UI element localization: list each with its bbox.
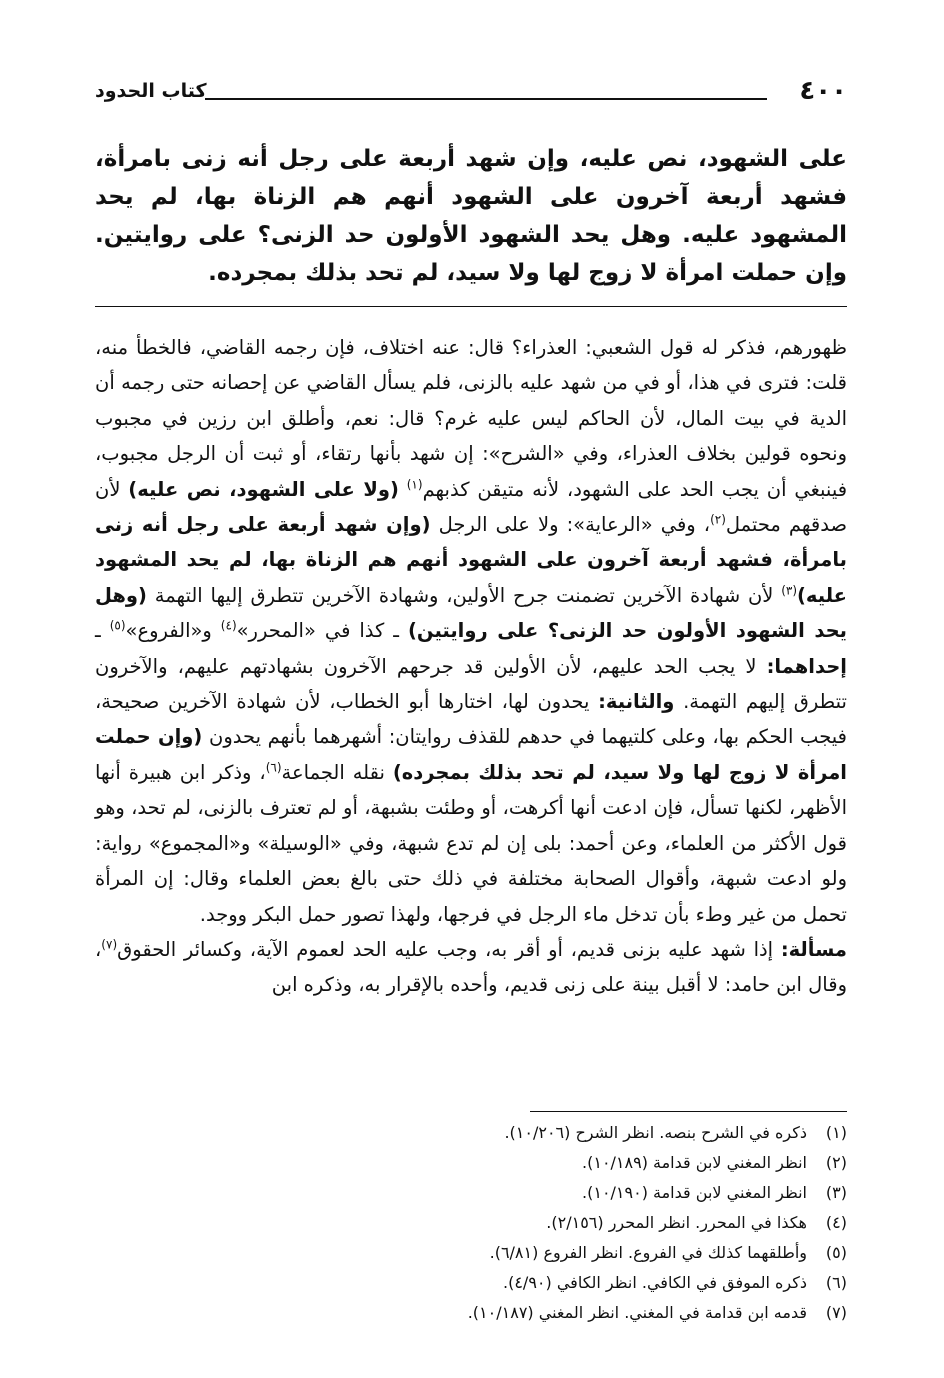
text-run: ، وقال ابن حامد: لا أقبل بينة على زنى قديم، وأحده بالإقرار به، وذكره ابن — [95, 937, 847, 997]
footnote-text: وأطلقهما كذلك في الفروع. انظر الفروع (٦/٨١). — [489, 1243, 807, 1262]
footnote-ref: (١) — [406, 477, 423, 492]
text-run: لا يجب الحد عليهم، لأن الأولين قد جرحهم الآخرون بشهادتهم عليهم، والآخرون تتطرق إليهم التهمة. — [95, 654, 847, 714]
book-title: كتاب الحدود — [95, 80, 207, 102]
footnote — [95, 1268, 847, 1298]
matn-separator — [95, 306, 847, 307]
quoted-matn: (ولا على الشهود، نص عليه) — [128, 477, 399, 501]
footnote-number: (٤) — [825, 1213, 847, 1232]
sharh-text — [95, 330, 847, 1003]
text-run: لأن شهادة الآخرين تضمنت جرح الأولين، وشهادة الآخرين تتطرق إليها التهمة — [146, 583, 782, 607]
footnote-text: انظر المغني لابن قدامة (١٠/١٩٠). — [582, 1183, 807, 1202]
footnote-text: هكذا في المحرر. انظر المحرر (٢/١٥٦). — [546, 1213, 807, 1232]
footnote-ref: (٣) — [781, 583, 798, 598]
text-run: نقله الجماعة — [281, 760, 393, 784]
page-header — [95, 70, 847, 110]
text-run: لأن صدقهم محتمل — [95, 477, 847, 537]
footnote — [95, 1238, 847, 1268]
footnote-number: (١) — [825, 1123, 847, 1142]
footnote-number: (٦) — [825, 1273, 847, 1292]
footnote-ref: (٢) — [710, 512, 726, 527]
text-run: يحدون لها، اختارها أبو الخطاب، لأن شهادة الآخرين صحيحة، فيجب الحكم بها، وعلى كلتيهما في حدهم للقذف روايتان: أشهرهما بأنهم يحدون — [95, 690, 847, 749]
footnote-ref: (٤) — [220, 618, 237, 633]
text-run: و«الفروع» — [125, 619, 221, 643]
footnote-text: ذكره الموفق في الكافي. انظر الكافي (٤/٩٠). — [503, 1273, 807, 1292]
footnote-text: ذكره في الشرح بنصه. انظر الشرح (١٠/٢٠٦). — [504, 1123, 807, 1142]
footnote-number: (٣) — [825, 1183, 847, 1202]
page-number: ٤٠٠ — [799, 76, 847, 106]
footnote-ref: (٥) — [109, 618, 126, 633]
text-run: ، وفي «الرعاية»: ولا على الرجل — [430, 513, 711, 537]
bold-term: والثانية: — [598, 690, 675, 714]
footnote-separator — [530, 1111, 847, 1112]
footnote-text: قدمه ابن قدامة في المغني. انظر المغني (١٠/١٨٧). — [467, 1303, 807, 1322]
bold-term: مسألة: — [780, 937, 847, 961]
footnote-number: (٧) — [825, 1303, 847, 1322]
footnotes — [95, 1118, 847, 1328]
footnote — [95, 1298, 847, 1328]
footnote-text: انظر المغني لابن قدامة (١٠/١٨٩). — [582, 1153, 807, 1172]
footnote — [95, 1118, 847, 1148]
footnote-ref: (٧) — [101, 937, 118, 952]
text-run: ، وذكر ابن هبيرة أنها الأظهر، لكنها تسأل، فإن ادعت أنها أكرهت، أو وطئت بشبهة، أو لم تعترف بالزنى، لم تحد، وهو قول الأكثر من العلماء، وعن أحمد: بلى إن لم تدع شبهة، وفي «الوسيلة» و«المجموع» رواية: ولو ادعت شبهة، وأقوال الصحابة مختلفة في ذلك حتى بالغ بعض العلماء وقال: إن المرأة تحمل من غير وطء بأن تدخل ماء الرجل في فرجها، ولهذا تصور حمل البكر ووجد. — [95, 760, 847, 926]
quoted-matn: (وإن حملت امرأة لا زوج لها ولا سيد، لم تحد بذلك بمجرده) — [95, 725, 847, 784]
bold-term: إحداهما: — [766, 654, 847, 678]
text-run: إذا شهد عليه بزنى قديم، أو أقر به، وجب عليه الحد لعموم الآية، وكسائر الحقوق — [117, 937, 781, 961]
matn-text: على الشهود، نص عليه، وإن شهد أربعة على رجل أنه زنى بامرأة، فشهد أربعة آخرون على الشهود أنهم هم الزناة بها، لم يحد المشهود عليه. وهل يحد الشهود الأولون حد الزنى؟ على روايتين. وإن حملت امرأة لا زوج لها ولا سيد، لم تحد بذلك بمجرده. — [95, 146, 847, 286]
text-run: ـ — [95, 619, 110, 643]
header-rule — [205, 98, 767, 100]
text-run: ظهورهم، فذكر له قول الشعبي: العذراء؟ قال: عنه اختلاف، فإن رجمه القاضي، فالخطأ منه، قلت: فترى في هذا، أو في من شهد عليه بالزنى، فلم يسأل القاضي عن إحصانه حتى رجمه أن الدية في بيت المال، لأن الحاكم ليس عليه غرم؟ قال: نعم، وأطلق ابن رزين في مجبوب ونحوه قولين بخلاف العذراء، وفي «الشرح»: إن شهد بأنها رتقاء، أو ثبت أن الرجل مجبوب، فينبغي أن يجب الحد على الشهود، لأنه متيقن كذبهم — [95, 336, 848, 501]
sharh-paragraph — [95, 330, 847, 932]
footnote-number: (٥) — [825, 1243, 847, 1262]
footnote — [95, 1178, 847, 1208]
quoted-matn: (وإن شهد أربعة على رجل أنه زنى بامرأة، فشهد أربعة آخرون على الشهود أنهم هم الزناة بها، لم يحد المشهود عليه) — [95, 513, 847, 607]
text-run: ـ كذا في «المحرر» — [236, 619, 408, 643]
sharh-paragraph — [95, 932, 847, 1003]
footnote-number: (٢) — [825, 1153, 847, 1172]
footnote — [95, 1148, 847, 1178]
footnote — [95, 1208, 847, 1238]
footnote-ref: (٦) — [265, 760, 282, 775]
quoted-matn: (وهل يحد الشهود الأولون حد الزنى؟ على روايتين) — [95, 583, 847, 643]
